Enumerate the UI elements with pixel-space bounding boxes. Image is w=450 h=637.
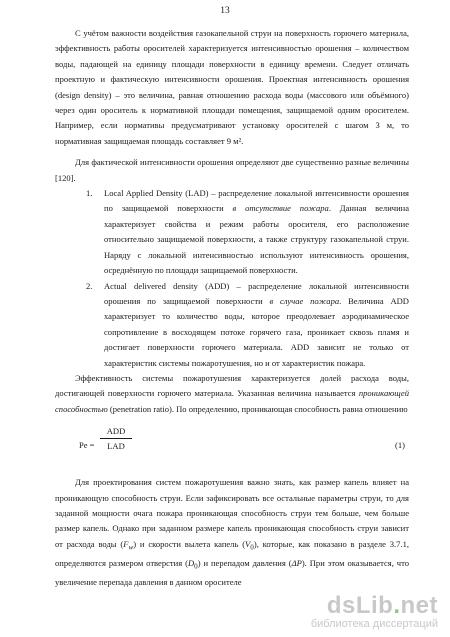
- formula-number: (1): [395, 440, 405, 451]
- paragraph-text: ) и скорости вылета капель (: [133, 538, 246, 549]
- paragraph-penetration: [55, 371, 409, 417]
- list-item-emphasis: в отсутствие пожара: [232, 203, 329, 214]
- symbol-d0-sub: 0: [194, 562, 198, 571]
- paragraph-intensity: С учётом важности воздействия газокапельной струи на поверхность горючего материала, эффективность работы оросителей характеризуется интенсивностью орошения – количеством воды, падающей на единицу площади поверхности в единицу времени. Следует отличать проектную и фактическую интенсивности орошения. Проектная интенсивность орошения (design density) – это величина, равная отношению расхода воды (массового или объёмного) через один ороситель к нормативной площади помещения, защищаемой одним оросителем. Например, если нормативы предусматривают установку оросителей с шагом 3 м, то нормативная защищаемая площадь составляет 9 м².: [55, 28, 409, 146]
- paragraph-text: ). При этом оказывается, что увеличение перепада давления в данном оросителе: [55, 557, 409, 587]
- formula-lhs: Pe =: [79, 440, 95, 451]
- paragraph-text: ), которые, как показано в разделе 3.7.1, определяются размером отверстия (: [55, 538, 409, 568]
- watermark-caption: библиотека диссертаций: [310, 618, 438, 630]
- density-definitions-list: [55, 186, 409, 371]
- watermark-logo: [311, 594, 438, 618]
- list-item: [55, 279, 409, 371]
- formula-denominator: LAD: [107, 441, 125, 452]
- page-number: 13: [220, 6, 230, 16]
- page-body: [55, 26, 409, 590]
- list-item-text: Local Applied Density (LAD) – распределение локальной интенсивности орошения по защищаемой поверхности: [104, 188, 409, 214]
- formula-numerator: ADD: [100, 424, 132, 439]
- term-penetration: проникающей способностью: [55, 388, 409, 414]
- list-item-text: Actual delivered density (ADD) – распределение локальной интенсивности орошения по защищаемой поверхности: [104, 280, 409, 306]
- dslib-watermark: [311, 594, 438, 631]
- list-item-emphasis: в случае пожара: [269, 295, 340, 306]
- list-item-text: . Данная величина характеризует свойства и режим работы оросителя, его расположение относительно защищаемой поверхности, а также структуру газокапельной струи. Наряду с локальной интенсивностью используют интенсивность орошения, осреднённую по площади защищаемой поверхности.: [104, 203, 410, 276]
- list-item-text: . Величина ADD характеризует то количество воды, которое преодолевает аэродинамическое сопротивление в восходящем потоке горячего газа, проникает сквозь пламя и достигает поверхности горючего материала. ADD зависит не только от характеристик системы пожаротушения, но и от характеристик пожара.: [104, 295, 409, 368]
- watermark-logo-part: dsLib: [326, 592, 394, 619]
- paragraph-text: (penetration ratio). По определению, проникающая способность равна отношению: [107, 403, 408, 414]
- symbol-v0-sub: 0: [250, 543, 254, 552]
- formula-fraction: [100, 424, 132, 453]
- paragraph-text: Эффективность системы пожаротушения характеризуется долей расхода воды, достигающей поверхности горючего материала. Указанная величина называется: [55, 372, 409, 399]
- paragraph-text: ) и перепадом давления (: [197, 557, 292, 568]
- watermark-logo-part: net: [400, 592, 438, 619]
- watermark-logo-dot: .: [393, 592, 401, 619]
- symbol-fw: F: [123, 538, 129, 549]
- symbol-fw-sub: w: [128, 543, 134, 552]
- symbol-d0: D: [187, 557, 195, 568]
- list-item-number: 2.: [86, 280, 93, 291]
- formula-block: [55, 417, 409, 475]
- symbol-v0: V: [245, 538, 251, 549]
- paragraph-text: Для проектирования систем пожаротушения важно знать, как размер капель влияет на проникающую способность струи. Если зафиксировать все остальные параметры струи, то для заданной мощности очага пожара проникающая способность струи тем больше, чем больше размер капель. Однако при заданном размере капель проникающая способность струи зависит от расхода воды (: [55, 477, 409, 549]
- list-item-number: 1.: [86, 188, 93, 199]
- list-item: [55, 186, 409, 278]
- paragraph-two-quantities: Для фактической интенсивности орошения определяют две существенно разные величины [120].: [55, 157, 409, 183]
- paragraph-droplet-size: [55, 475, 409, 590]
- symbol-delta-p: ΔP: [291, 557, 302, 568]
